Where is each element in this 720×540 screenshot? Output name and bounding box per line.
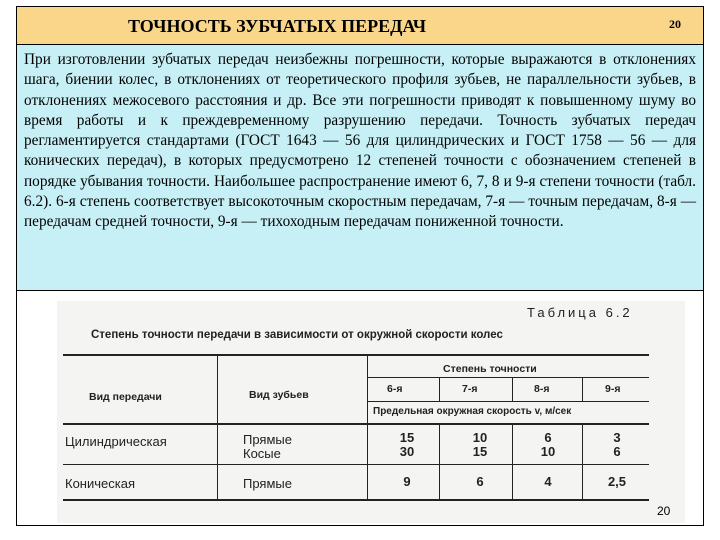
value-cyl-helical-7: 15 xyxy=(472,444,488,459)
value-cyl-helical-9: 6 xyxy=(613,444,621,459)
table-col-divider xyxy=(512,377,513,401)
table-col-divider xyxy=(439,425,440,501)
value-cyl-helical-6: 30 xyxy=(399,444,415,459)
header-degree-6: 6-я xyxy=(387,383,403,395)
value-bevel-9: 2,5 xyxy=(607,474,627,489)
body-paragraph: При изготовлении зубчатых передач неизбежны погрешности, которые выражаются в отклонениях шага, биении колес, в отклонениях от теоретического профиля зубьев, не параллельности зубьев, в отклонениях межосевого расстояния и др. Все эти погрешности приводят к повышенному шуму во время работы и к преждевременному разрушению передачи. Точность зубчатых передач регламентируется стандартами (ГОСТ 1643 — 56 для цилиндрических и ГОСТ 1758 — 56 — для конических передач), в которых предусмотрено 12 степеней точности с обозначением степеней в порядке убывания точности. Наибольшее распространение имеют 6, 7, 8 и 9-я степени точности (табл. 6.2). 6-я степень соответствует высокоточным скоростным передачам, 7-я — точным передачам, 8-я — передачам средней точности, 9-я — тихоходным передачам пониженной точности. xyxy=(24,51,696,231)
body-text-box xyxy=(17,45,703,291)
value-bevel-8: 4 xyxy=(544,474,552,489)
table-col-divider xyxy=(217,354,218,501)
slide-title: ТОЧНОСТЬ ЗУБЧАТЫХ ПЕРЕДАЧ xyxy=(127,16,427,36)
table-caption: Таблица 6.2 xyxy=(527,305,633,320)
header-teeth-type: Вид зубьев xyxy=(249,389,309,401)
table-col-divider xyxy=(582,377,583,401)
row-cylindrical-teeth-helical: Косые xyxy=(243,446,281,461)
table-col-divider xyxy=(367,354,368,501)
value-cyl-spur-9: 3 xyxy=(613,430,621,445)
table-col-divider xyxy=(512,425,513,501)
value-bevel-7: 6 xyxy=(476,474,484,489)
header-transmission-type: Вид передачи xyxy=(89,391,162,403)
table-rule-header-bottom xyxy=(63,423,649,425)
page-number: 20 xyxy=(657,504,671,518)
header-accuracy-degree: Степень точности xyxy=(443,363,537,375)
row-cylindrical-type: Цилиндрическая xyxy=(65,434,167,449)
slide-number: 20 xyxy=(669,17,681,31)
table-col-divider xyxy=(582,425,583,501)
table-rule-bottom xyxy=(63,499,649,501)
table-rule-degree-underline xyxy=(367,377,649,378)
header-degree-7: 7-я xyxy=(462,383,478,395)
table-rule-top xyxy=(63,354,649,356)
header-degree-9: 9-я xyxy=(605,383,621,395)
table-col-divider xyxy=(439,377,440,401)
row-bevel-type: Коническая xyxy=(65,476,135,491)
value-bevel-6: 9 xyxy=(403,474,411,489)
row-bevel-teeth-spur: Прямые xyxy=(243,476,292,491)
value-cyl-helical-8: 10 xyxy=(540,444,556,459)
table-title: Степень точности передачи в зависимости от окружной скорости колес xyxy=(91,329,503,341)
table-rule-row-separator xyxy=(63,464,649,465)
table-rule-speed-overline xyxy=(367,401,649,402)
row-cylindrical-teeth-spur: Прямые xyxy=(243,432,292,447)
title-bar xyxy=(17,7,703,45)
slide xyxy=(16,6,704,526)
value-cyl-spur-6: 15 xyxy=(399,430,415,445)
header-speed-limit: Предельная окружная скорость v, м/сек xyxy=(373,406,572,417)
value-cyl-spur-8: 6 xyxy=(544,430,552,445)
header-degree-8: 8-я xyxy=(534,383,550,395)
table-image xyxy=(57,301,685,523)
value-cyl-spur-7: 10 xyxy=(472,430,488,445)
